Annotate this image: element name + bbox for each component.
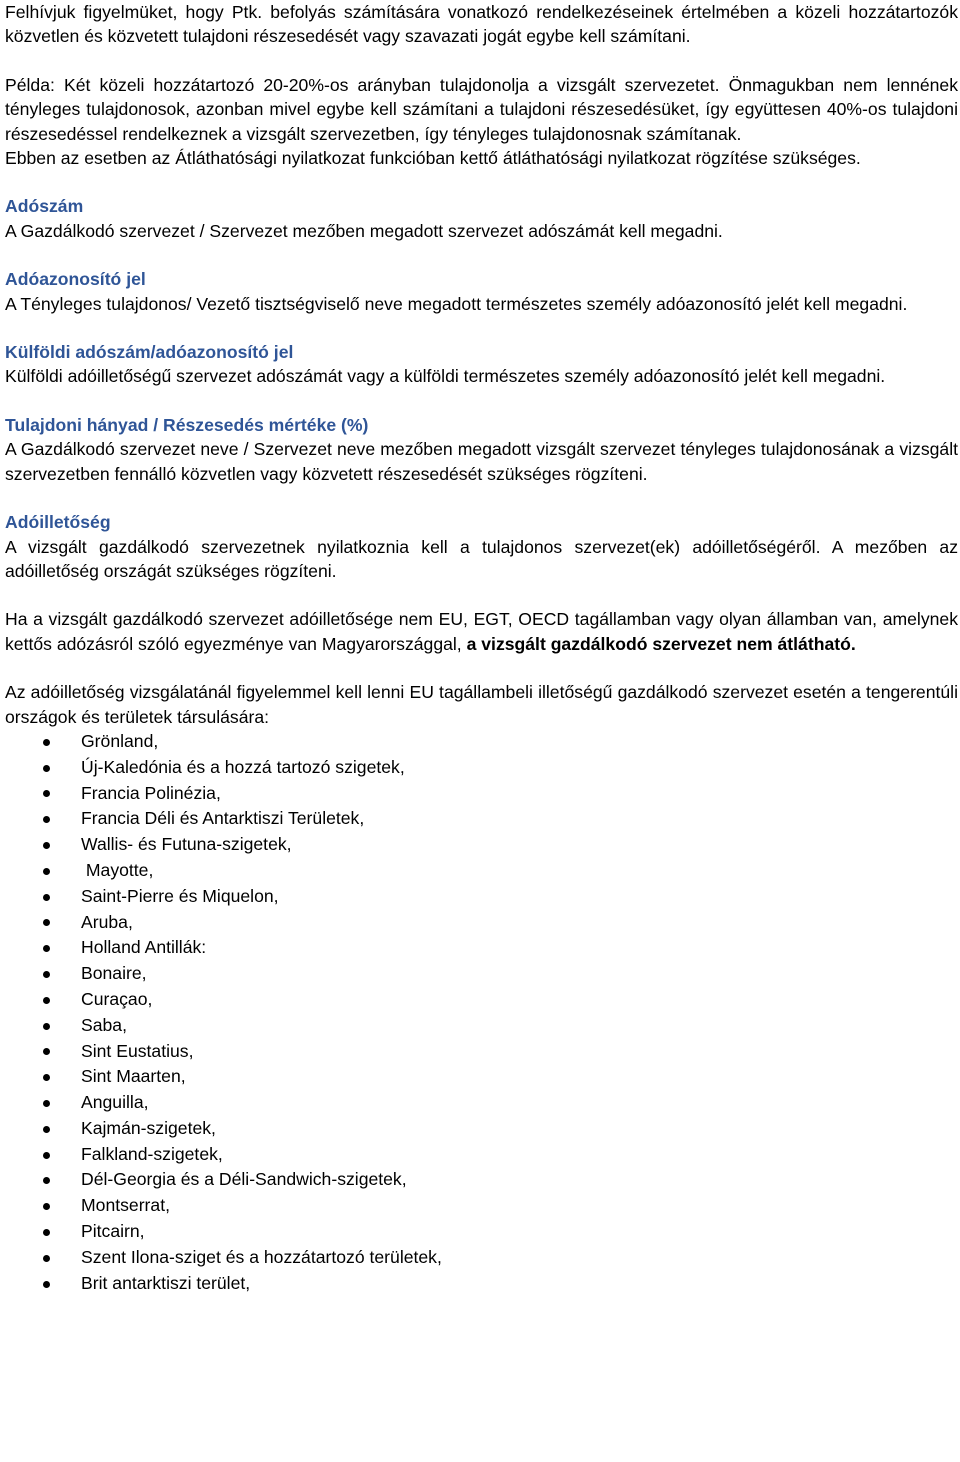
bullet-icon xyxy=(43,816,50,823)
list-item-label: Saba, xyxy=(81,1014,127,1035)
bullet-icon xyxy=(43,1255,50,1262)
list-item xyxy=(5,1167,958,1193)
bullet-icon xyxy=(43,739,50,746)
intro-paragraph-3: Ebben az esetben az Átláthatósági nyilatkozat funkcióban kettő átláthatósági nyilatkozat rögzítése szükséges. xyxy=(5,148,861,169)
warning-paragraph xyxy=(5,607,958,656)
list-item-label: Anguilla, xyxy=(81,1092,149,1113)
list-item-label: Bonaire, xyxy=(81,963,147,984)
list-item-label: Francia Déli és Antarktiszi Területek, xyxy=(81,808,365,829)
list-item xyxy=(5,1116,958,1142)
list-item xyxy=(5,1142,958,1168)
list-item-label: Új-Kaledónia és a hozzá tartozó szigetek, xyxy=(81,756,405,777)
section-heading-adoazonosito: Adóazonosító jel xyxy=(5,269,146,290)
list-item-label: Montserrat, xyxy=(81,1195,170,1216)
list-item-label: Dél-Georgia és a Déli-Sandwich-szigetek, xyxy=(81,1169,407,1190)
list-item-label: Sint Maarten, xyxy=(81,1066,186,1087)
section-heading-adoszam: Adószám xyxy=(5,196,84,217)
bullet-icon xyxy=(43,790,50,797)
list-item-label: Sint Eustatius, xyxy=(81,1040,194,1061)
list-item-label: Curaçao, xyxy=(81,988,153,1009)
list-item xyxy=(5,729,958,755)
spacer xyxy=(5,486,958,510)
list-item xyxy=(5,1039,958,1065)
list-item xyxy=(5,961,958,987)
list-item xyxy=(5,884,958,910)
spacer xyxy=(5,656,958,680)
list-item xyxy=(5,1245,958,1271)
bullet-icon xyxy=(43,842,50,849)
section-text-adoszam: A Gazdálkodó szervezet / Szervezet mezőben megadott szervezet adószámát kell megadni. xyxy=(5,220,723,241)
list-item-label: Aruba, xyxy=(81,911,133,932)
list-item xyxy=(5,1064,958,1090)
section-text-adoilletoseg: A vizsgált gazdálkodó szervezetnek nyilatkoznia kell a tulajdonos szervezet(ek) adóilletőségéről. A mezőben az adóilletőség országát szükséges rögzíteni. xyxy=(5,536,958,581)
list-item xyxy=(5,987,958,1013)
section-heading-tulajdoni-hanyad: Tulajdoni hányad / Részesedés mértéke (%) xyxy=(5,414,369,435)
list-item xyxy=(5,1271,958,1297)
country-list xyxy=(5,729,958,1297)
list-item-label: Saint-Pierre és Miquelon, xyxy=(81,885,279,906)
spacer xyxy=(5,243,958,267)
list-item-label: Francia Polinézia, xyxy=(81,782,221,803)
bullet-icon xyxy=(43,971,50,978)
list-item-label: Grönland, xyxy=(81,730,159,751)
section-heading-kulfoldi: Külföldi adószám/adóazonosító jel xyxy=(5,342,294,363)
spacer xyxy=(5,170,958,194)
spacer xyxy=(5,583,958,607)
list-item xyxy=(5,832,958,858)
intro-paragraph-1: Felhívjuk figyelmüket, hogy Ptk. befolyás számítására vonatkozó rendelkezéseinek értelmében a közeli hozzátartozók közvetlen és közvetett tulajdoni részesedését vagy szavazati jogát egybe kell számítani. xyxy=(5,2,958,47)
list-item xyxy=(5,781,958,807)
bullet-icon xyxy=(43,919,50,926)
bullet-icon xyxy=(43,1177,50,1184)
list-item xyxy=(5,755,958,781)
list-item-label: Wallis- és Futuna-szigetek, xyxy=(81,834,292,855)
list-item xyxy=(5,806,958,832)
list-item xyxy=(5,1193,958,1219)
section-text-tulajdoni-hanyad: A Gazdálkodó szervezet neve / Szervezet neve mezőben megadott vizsgált szervezet tényleges tulajdonosának a vizsgált szervezetben fennálló közvetlen vagy közvetett részesedését szükséges rögzíteni. xyxy=(5,439,958,484)
bullet-icon xyxy=(43,945,50,952)
list-item xyxy=(5,935,958,961)
list-item xyxy=(5,858,958,884)
list-item-label: Falkland-szigetek, xyxy=(81,1143,223,1164)
warning-text: Ha a vizsgált gazdálkodó szervezet adóilletősége nem EU, EGT, OECD tagállamban vagy olyan államban van, amelynek kettős adózásról szóló egyezménye van Magyarországgal, xyxy=(5,609,958,654)
bullet-icon xyxy=(43,894,50,901)
bullet-icon xyxy=(43,868,50,875)
spacer xyxy=(5,49,958,73)
overseas-intro: Az adóilletőség vizsgálatánál figyelemmel kell lenni EU tagállambeli illetőségű gazdálkodó szervezet esetén a tengerentúli országok és területek társulására: xyxy=(5,682,958,727)
bullet-icon xyxy=(43,1126,50,1133)
warning-bold-text: a vizsgált gazdálkodó szervezet nem átlátható. xyxy=(466,633,856,654)
bullet-icon xyxy=(43,1100,50,1107)
bullet-icon xyxy=(43,1074,50,1081)
list-item-label: Holland Antillák: xyxy=(81,937,207,958)
list-item xyxy=(5,910,958,936)
list-item xyxy=(5,1219,958,1245)
spacer xyxy=(5,389,958,413)
section-text-adoazonosito: A Tényleges tulajdonos/ Vezető tisztségviselő neve megadott természetes személy adóazonosító jelét kell megadni. xyxy=(5,293,908,314)
list-item-label: Pitcairn, xyxy=(81,1221,145,1242)
spacer xyxy=(5,316,958,340)
list-item-label: Szent Ilona-sziget és a hozzátartozó területek, xyxy=(81,1246,442,1267)
list-item xyxy=(5,1090,958,1116)
intro-paragraph-2: Példa: Két közeli hozzátartozó 20-20%-os arányban tulajdonolja a vizsgált szervezetet. Önmagukban nem lennének tényleges tulajdonosok, azonban mivel egybe kell számítani a tulajdoni részesedésüket, így együttesen 40%-os tulajdoni részesedéssel rendelkeznek a vizsgált szervezetben, így tényleges tulajdonosnak számítanak. xyxy=(5,74,958,144)
list-item-label: Kajmán-szigetek, xyxy=(81,1117,216,1138)
list-item-label: Brit antarktiszi terület, xyxy=(81,1272,251,1293)
bullet-icon xyxy=(43,997,50,1004)
list-item-label: Mayotte, xyxy=(81,859,154,880)
bullet-icon xyxy=(43,1203,50,1210)
bullet-icon xyxy=(43,1152,50,1159)
section-heading-adoilletoseg: Adóilletőség xyxy=(5,512,111,533)
bullet-icon xyxy=(43,1229,50,1236)
bullet-icon xyxy=(43,765,50,772)
section-text-kulfoldi: Külföldi adóilletőségű szervezet adószámát vagy a külföldi természetes személy adóazonosító jelét kell megadni. xyxy=(5,366,886,387)
bullet-icon xyxy=(43,1048,50,1055)
bullet-icon xyxy=(43,1281,50,1288)
list-item xyxy=(5,1013,958,1039)
bullet-icon xyxy=(43,1023,50,1030)
